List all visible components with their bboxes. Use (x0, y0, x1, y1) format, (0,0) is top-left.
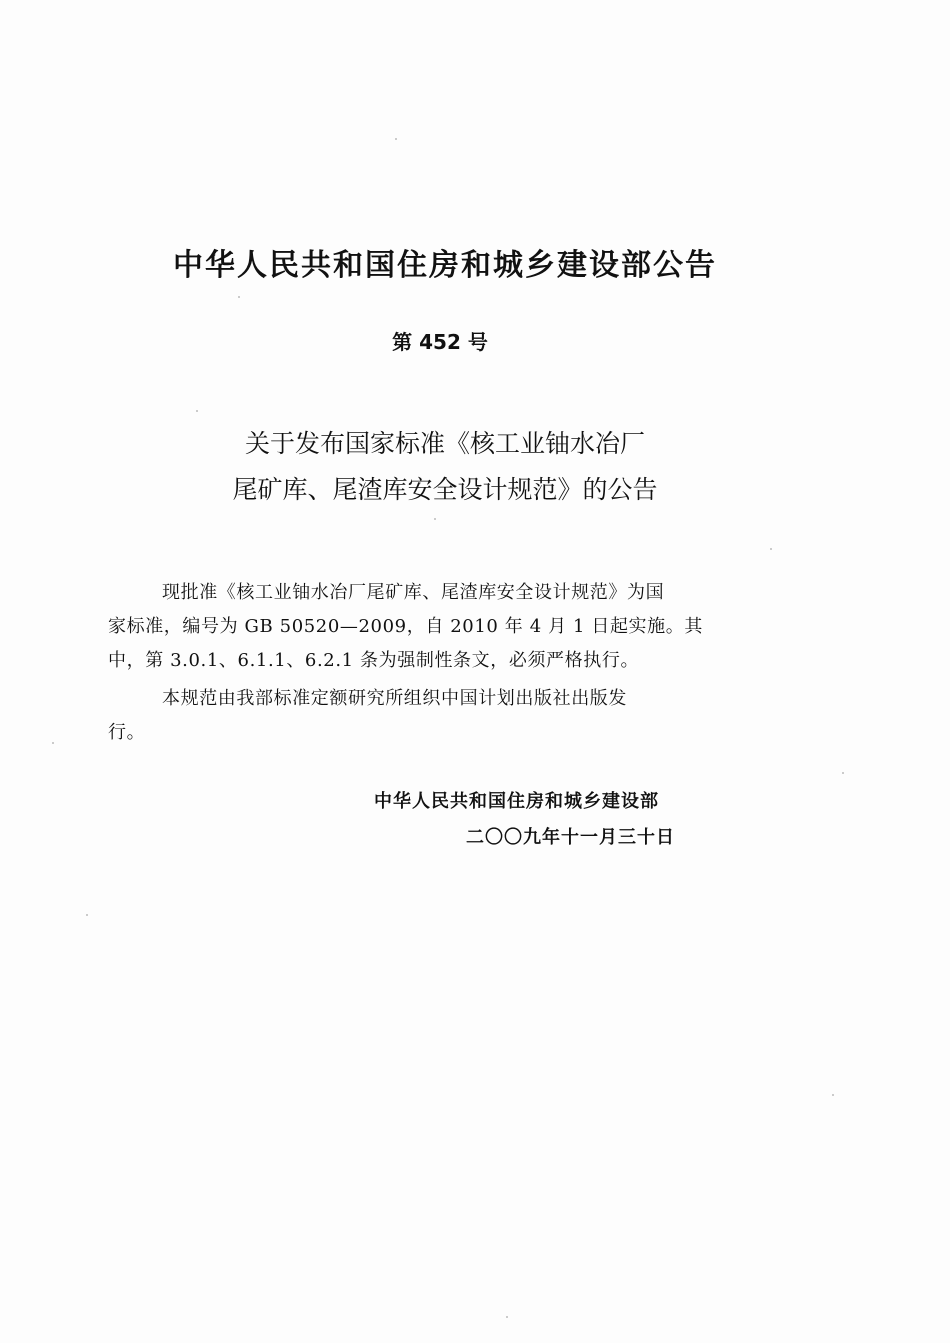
notice-number: 第 452 号 (392, 330, 488, 354)
body-paragraph-1-line-1: 现批准《核工业铀水冶厂尾矿库、尾渣库安全设计规范》为国 (162, 582, 665, 603)
scan-speck (842, 772, 844, 774)
body-paragraph-2-line-1: 本规范由我部标准定额研究所组织中国计划出版社出版发 (162, 688, 627, 709)
signature-organization: 中华人民共和国住房和城乡建设部 (374, 791, 659, 812)
scan-speck (395, 138, 397, 140)
notice-title: 中华人民共和国住房和城乡建设部公告 (173, 248, 717, 283)
scan-speck (196, 410, 198, 412)
scan-speck (238, 296, 240, 298)
scan-speck (770, 548, 772, 550)
scan-speck (52, 742, 54, 744)
scan-speck (506, 1316, 508, 1318)
signature-date: 二〇〇九年十一月三十日 (466, 827, 675, 848)
body-paragraph-1-line-2: 家标准，编号为 GB 50520—2009，自 2010 年 4 月 1 日起实施。其 (108, 616, 703, 637)
scan-speck (434, 518, 436, 520)
scan-speck (832, 1094, 834, 1096)
body-paragraph-1-line-3: 中，第 3.0.1、6.1.1、6.2.1 条为强制性条文，必须严格执行。 (108, 650, 640, 671)
scan-speck (86, 914, 88, 916)
notice-subtitle-line-2: 尾矿库、尾渣库安全设计规范》的公告 (232, 475, 658, 504)
body-paragraph-2-line-2: 行。 (108, 722, 146, 743)
notice-subtitle-line-1: 关于发布国家标准《核工业铀水冶厂 (244, 429, 645, 458)
